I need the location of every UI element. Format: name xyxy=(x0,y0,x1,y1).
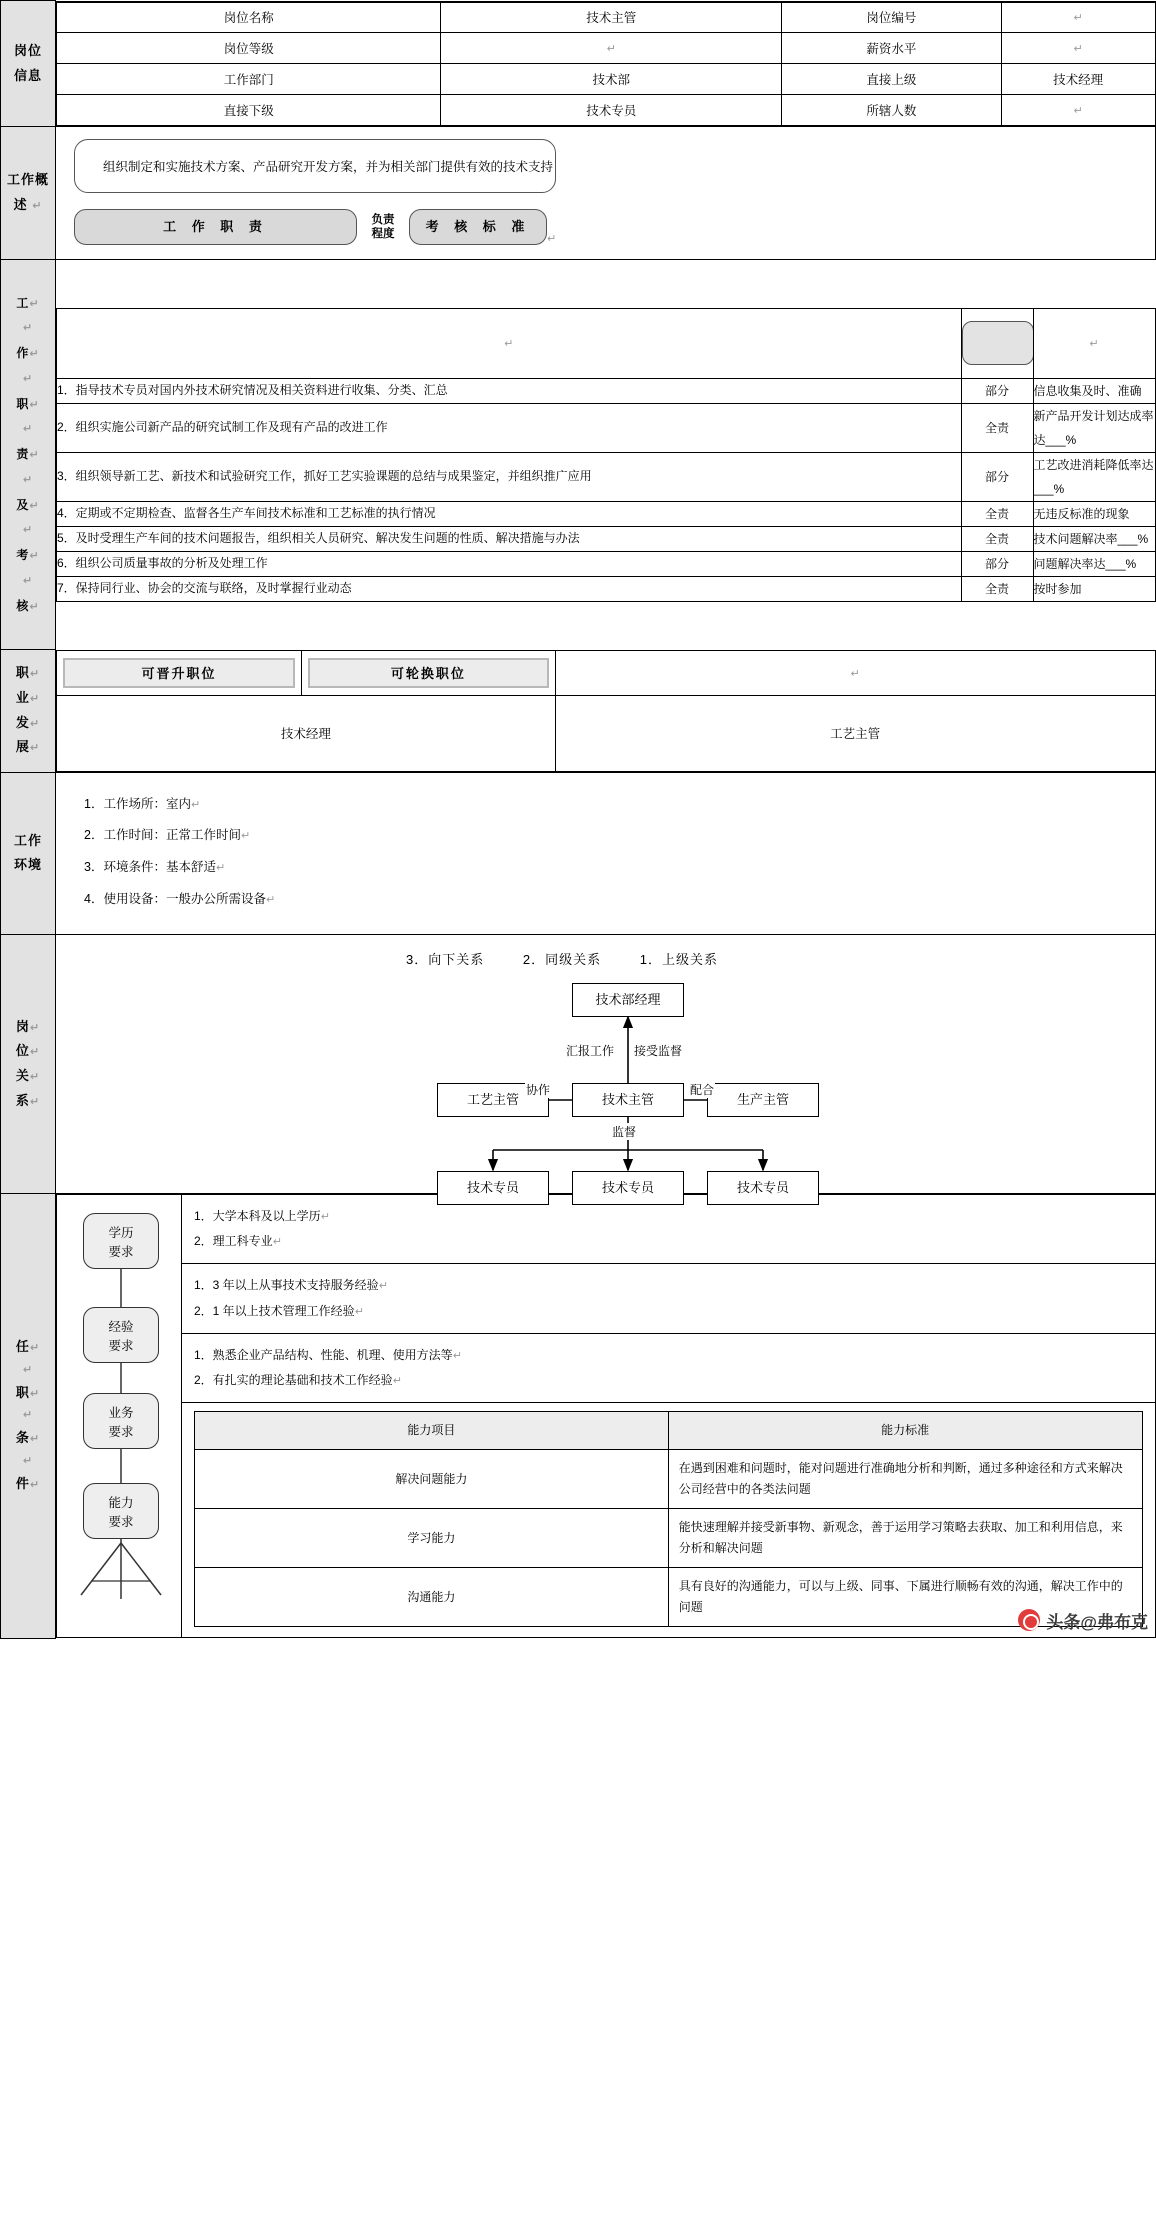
environment-cell xyxy=(56,772,1156,935)
qualification-content-column xyxy=(182,1195,1156,1638)
duty-degree: 部分 xyxy=(961,551,1033,576)
info-key: 岗位名称 xyxy=(57,2,441,33)
node-tech-specialist-2: 技术专员 xyxy=(572,1171,684,1205)
degree-header-label: 负责 程度 xyxy=(371,213,395,240)
toutiao-logo-icon xyxy=(1018,1609,1040,1631)
info-value xyxy=(1001,33,1155,64)
info-key: 直接上级 xyxy=(782,64,1002,95)
section-label-overview-line1: 工作概 xyxy=(6,172,49,188)
table-row xyxy=(57,378,1156,403)
career-button-row xyxy=(57,650,1156,695)
edge-label-supervised: 接受监督 xyxy=(634,1044,683,1058)
section-row-environment xyxy=(1,772,1156,935)
standard-column-header: ↵ xyxy=(1033,308,1155,378)
job-summary-box xyxy=(74,139,556,193)
table-row xyxy=(195,1568,1143,1627)
qualification-cell xyxy=(56,1194,1156,1639)
table-row xyxy=(57,95,1156,126)
ability-name: 学习能力 xyxy=(195,1509,669,1568)
table-row xyxy=(195,1450,1143,1509)
section-row-qualification xyxy=(1,1194,1156,1639)
list-item: 1．工作场所：室内↵ xyxy=(84,796,201,811)
table-row xyxy=(57,551,1156,576)
duty-header-button[interactable]: 工 作 职 责 xyxy=(74,209,357,245)
ability-table xyxy=(194,1411,1143,1627)
list-item: 2．有扎实的理论基础和技术工作经验↵ xyxy=(194,1372,402,1387)
table-row xyxy=(57,2,1156,33)
duty-column-header: ↵ xyxy=(57,308,962,378)
empty-marker: ↵ xyxy=(606,43,616,55)
duty-text: 4．定期或不定期检查、监督各生产车间技术标准和工艺标准的执行情况 xyxy=(57,501,962,526)
duty-text: 6．组织公司质量事故的分析及处理工作 xyxy=(57,551,962,576)
criteria-header-button[interactable]: 考 核 标 准 xyxy=(409,209,547,245)
list-item: 1．大学本科及以上学历↵ xyxy=(194,1209,330,1223)
promote-position-button[interactable]: 可晋升职位 xyxy=(63,658,295,688)
info-value xyxy=(1001,95,1155,126)
duty-degree: 全责 xyxy=(961,501,1033,526)
section-label-overview-line2: 述 ↵ xyxy=(13,197,43,212)
rotate-position-button[interactable]: 可轮换职位 xyxy=(308,658,549,688)
ability-name: 解决问题能力 xyxy=(195,1450,669,1509)
duty-text: 5．及时受理生产车间的技术问题报告，组织相关人员研究、解决发生问题的性质、解决措施与办法 xyxy=(57,526,962,551)
degree-column-header xyxy=(961,308,1033,378)
qualification-node-column xyxy=(57,1195,182,1638)
table-row xyxy=(195,1509,1143,1568)
legend-up: 1．上级关系 xyxy=(639,952,718,967)
duty-standard: 无违反标准的现象 xyxy=(1033,501,1155,526)
node-tech-dept-manager: 技术部经理 xyxy=(572,983,684,1017)
ability-name: 沟通能力 xyxy=(195,1568,669,1627)
overview-cell xyxy=(56,127,1156,260)
duty-standard: 按时参加 xyxy=(1033,576,1155,601)
overview-wrapper xyxy=(56,127,1155,259)
watermark-text: 头条@弗布克 xyxy=(1046,1612,1148,1632)
org-relationship-diagram xyxy=(56,935,1155,1193)
section-row-info xyxy=(1,1,1156,127)
degree-header-shape[interactable] xyxy=(962,321,1034,365)
list-item: 2．理工科专业↵ xyxy=(194,1234,282,1249)
table-row xyxy=(57,576,1156,601)
table-row xyxy=(182,1264,1155,1333)
qualification-node-education: 学历 要求 xyxy=(83,1213,159,1269)
info-key: 直接下级 xyxy=(57,95,441,126)
section-label-info xyxy=(1,1,56,127)
info-value: 技术经理 xyxy=(1001,64,1155,95)
table-row xyxy=(57,64,1156,95)
duty-header-button-row xyxy=(74,209,1155,245)
table-row xyxy=(57,452,1156,501)
node-tech-supervisor: 技术主管 xyxy=(572,1083,684,1117)
qualification-node-business: 业务 要求 xyxy=(83,1393,159,1449)
career-promote-btn-cell xyxy=(57,650,302,695)
relation-connector-lines xyxy=(56,935,1146,1193)
job-summary-text: 组织制定和实施技术方案、产品研究开发方案，并为相关部门提供有效的技术支持 xyxy=(103,160,554,174)
ability-col-header-standard: 能力标准 xyxy=(668,1412,1142,1450)
info-key: 薪资水平 xyxy=(782,33,1002,64)
promote-position-value: 技术经理 xyxy=(57,695,556,771)
career-rotate-btn-cell xyxy=(301,650,555,695)
section-label-environment: 工作 环境 xyxy=(1,772,56,935)
responsibility-table-cell xyxy=(56,260,1156,650)
duty-text: 7．保持同行业、协会的交流与联络，及时掌握行业动态 xyxy=(57,576,962,601)
education-requirements xyxy=(182,1195,1155,1264)
section-label-overview xyxy=(1,127,56,260)
experience-requirements xyxy=(182,1264,1155,1333)
table-row xyxy=(182,1403,1155,1638)
edge-label-supervise: 监督 xyxy=(612,1125,637,1139)
relations-cell xyxy=(56,935,1156,1194)
duty-standard: 新产品开发计划达成率达___% xyxy=(1033,403,1155,452)
legend-down: 3．向下关系 xyxy=(406,952,485,967)
duty-degree: 部分 xyxy=(961,378,1033,403)
duty-degree: 全责 xyxy=(961,403,1033,452)
environment-list xyxy=(56,773,1155,935)
section-row-career xyxy=(1,650,1156,773)
list-item: 2．1 年以上技术管理工作经验↵ xyxy=(194,1303,364,1318)
duty-degree: 全责 xyxy=(961,526,1033,551)
qualification-node-stack xyxy=(57,1195,181,1615)
list-item: 1．3 年以上从事技术支持服务经验↵ xyxy=(194,1278,388,1293)
ability-col-header-item: 能力项目 xyxy=(195,1412,669,1450)
ability-standard: 具有良好的沟通能力，可以与上级、同事、下属进行顺畅有效的沟通，解决工作中的问题 xyxy=(668,1568,1142,1627)
duty-standard: 工艺改进消耗降低率达___% xyxy=(1033,452,1155,501)
table-row xyxy=(57,403,1156,452)
rotate-position-value: 工艺主管 xyxy=(555,695,1155,771)
responsibility-header-row xyxy=(57,308,1156,378)
duty-text: 1．指导技术专员对国内外技术研究情况及相关资料进行收集、分类、汇总 xyxy=(57,378,962,403)
node-process-supervisor: 工艺主管 xyxy=(437,1083,549,1117)
career-value-row xyxy=(57,695,1156,771)
info-value xyxy=(1001,2,1155,33)
business-requirements xyxy=(182,1333,1155,1402)
empty-marker: ↵ xyxy=(547,233,557,245)
list-item: 4．使用设备：一般办公所需设备↵ xyxy=(84,892,276,907)
edge-label-coordinate: 配合 xyxy=(690,1083,715,1097)
ability-standard: 在遇到困难和问题时，能对问题进行准确地分析和判断，通过多种途径和方式来解决公司经营中的各类法问题 xyxy=(668,1450,1142,1509)
empty-marker: ↵ xyxy=(1073,12,1083,25)
table-row xyxy=(57,501,1156,526)
duty-degree: 部分 xyxy=(961,452,1033,501)
list-item: 1．熟悉企业产品结构、性能、机理、使用方法等↵ xyxy=(194,1347,462,1362)
edge-label-cooperate: 协作 xyxy=(526,1083,551,1097)
responsibility-table xyxy=(56,308,1156,602)
duty-text: 3．组织领导新工艺、新技术和试验研究工作，抓好工艺实验课题的总结与成果鉴定，并组织推广应用 xyxy=(57,452,962,501)
table-row xyxy=(57,33,1156,64)
watermark xyxy=(1018,1608,1148,1633)
table-row xyxy=(182,1195,1155,1264)
section-label-responsibilities: 工↵ ↵ 作↵ ↵ 职↵ ↵ 责↵ ↵ 及↵ ↵ 考↵ ↵ 核↵ xyxy=(1,260,56,650)
empty-marker: ↵ xyxy=(1073,105,1083,117)
duty-standard: 技术问题解决率___% xyxy=(1033,526,1155,551)
list-item: 2．工作时间：正常工作时间↵ xyxy=(84,828,251,843)
edge-label-report: 汇报工作 xyxy=(566,1044,615,1058)
section-row-overview xyxy=(1,127,1156,260)
duty-degree: 全责 xyxy=(961,576,1033,601)
career-table xyxy=(56,650,1156,772)
duty-standard: 问题解决率达___% xyxy=(1033,551,1155,576)
qualification-layout xyxy=(56,1194,1156,1638)
info-table-cell xyxy=(56,1,1156,127)
node-tech-specialist-3: 技术专员 xyxy=(707,1171,819,1205)
duty-standard: 信息收集及时、准确 xyxy=(1033,378,1155,403)
qualification-node-ability: 能力 要求 xyxy=(83,1483,159,1539)
info-value: 技术主管 xyxy=(441,2,782,33)
duty-text: 2．组织实施公司新产品的研究试制工作及现有产品的改进工作 xyxy=(57,403,962,452)
section-row-responsibilities xyxy=(1,260,1156,650)
info-value xyxy=(441,33,782,64)
section-label-qualification: 任↵ ↵ 职↵ ↵ 条↵ ↵ 件↵ xyxy=(1,1194,56,1639)
empty-marker: ↵ xyxy=(1073,43,1083,55)
career-cell xyxy=(56,650,1156,773)
section-label-career: 职↵ 业↵ 发↵ 展↵ xyxy=(1,650,56,773)
ability-requirements xyxy=(182,1403,1155,1638)
section-label-info-line1: 岗位 xyxy=(13,42,42,58)
ability-standard: 能快速理解并接受新事物、新观念，善于运用学习策略去获取、加工和利用信息，来分析和解决问题 xyxy=(668,1509,1142,1568)
info-key: 岗位编号 xyxy=(782,2,1002,33)
qualification-requirements-table xyxy=(182,1195,1155,1637)
node-production-supervisor: 生产主管 xyxy=(707,1083,819,1117)
info-value: 技术部 xyxy=(441,64,782,95)
info-table xyxy=(56,1,1156,127)
info-key: 工作部门 xyxy=(57,64,441,95)
table-row xyxy=(182,1333,1155,1402)
info-value: 技术专员 xyxy=(441,95,782,126)
list-item: 3．环境条件：基本舒适↵ xyxy=(84,860,226,875)
info-key: 所辖人数 xyxy=(782,95,1002,126)
section-label-relations: 岗↵ 位↵ 关↵ 系↵ xyxy=(1,935,56,1194)
qualification-node-experience: 经验 要求 xyxy=(83,1307,159,1363)
ability-header-row xyxy=(195,1412,1143,1450)
node-tech-specialist-1: 技术专员 xyxy=(437,1171,549,1205)
section-row-relations xyxy=(1,935,1156,1194)
info-key: 岗位等级 xyxy=(57,33,441,64)
legend-peer: 2．同级关系 xyxy=(522,952,602,967)
career-third-header: ↵ xyxy=(555,650,1155,695)
table-row xyxy=(57,526,1156,551)
section-label-info-line2: 信息 xyxy=(13,67,42,83)
